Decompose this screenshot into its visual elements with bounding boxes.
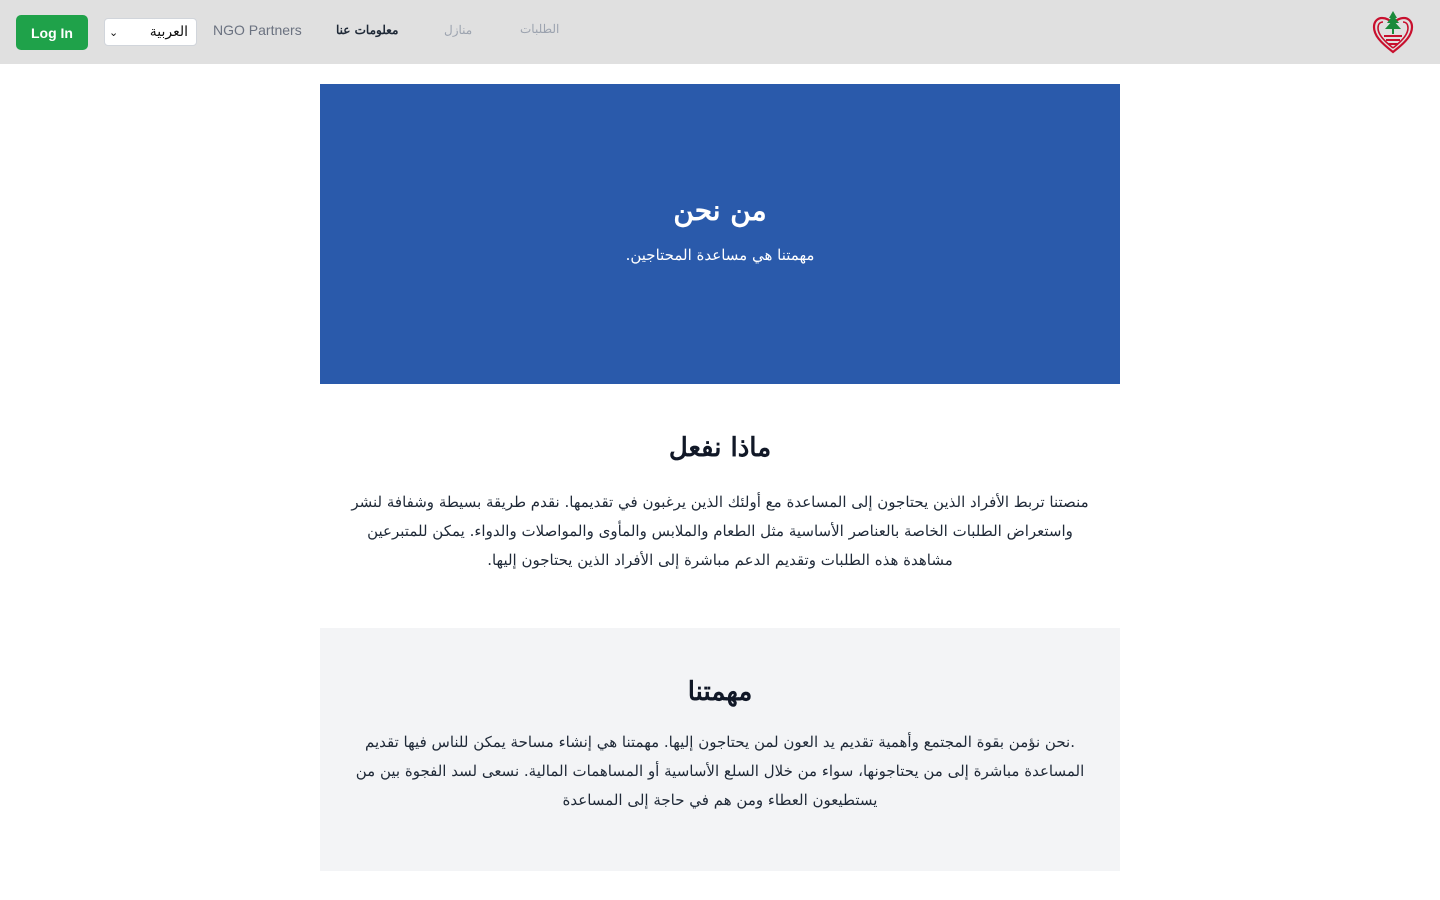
nav-link-ngo-partners[interactable]: NGO Partners: [213, 22, 302, 38]
nav-link-requests[interactable]: الطلبات: [520, 22, 560, 36]
hero-title: من نحن: [673, 194, 767, 227]
mission-body: .نحن نؤمن بقوة المجتمع وأهمية تقديم يد العون لمن يحتاجون إليها. مهمتنا هي إنشاء مساحة يمكن للناس فيها تقديم المساعدة مباشرة إلى من يحتاجونها، سواء من خلال السلع الأساسية أو المساهمات المالية. نسعى لسد الفجوة بين من يستطيعون العطاء ومن هم في حاجة إلى المساعدة: [355, 733, 1085, 809]
login-button[interactable]: Log In: [16, 15, 88, 50]
language-select[interactable]: [104, 18, 197, 46]
hero-banner: [320, 84, 1120, 384]
top-navbar: [0, 0, 1440, 64]
what-we-do-body: منصتنا تربط الأفراد الذين يحتاجون إلى المساعدة مع أولئك الذين يرغبون في تقديمها. نقدم طريقة بسيطة وشفافة لنشر واستعراض الطلبات الخاصة بالعناصر الأساسية مثل الطعام والملابس والمأوى والمواصلات والدواء. يمكن للمتبرعين مشاهدة هذه الطلبات وتقديم الدعم مباشرة إلى الأفراد الذين يحتاجون إليها.: [351, 493, 1089, 569]
mission-section: [320, 628, 1120, 871]
nav-link-about[interactable]: معلومات عنا: [336, 23, 399, 37]
chevron-down-icon: ⌄: [109, 25, 119, 39]
what-we-do-title: ماذا نفعل: [668, 433, 772, 463]
what-we-do-section: [320, 410, 1120, 575]
cedar-heart-logo-icon[interactable]: [1370, 8, 1416, 56]
language-selected-value: العربية: [149, 24, 188, 40]
nav-link-homes[interactable]: منازل: [444, 23, 473, 37]
hero-subtitle: مهمتنا هي مساعدة المحتاجين.: [625, 246, 815, 264]
mission-title: مهمتنا: [687, 677, 753, 707]
